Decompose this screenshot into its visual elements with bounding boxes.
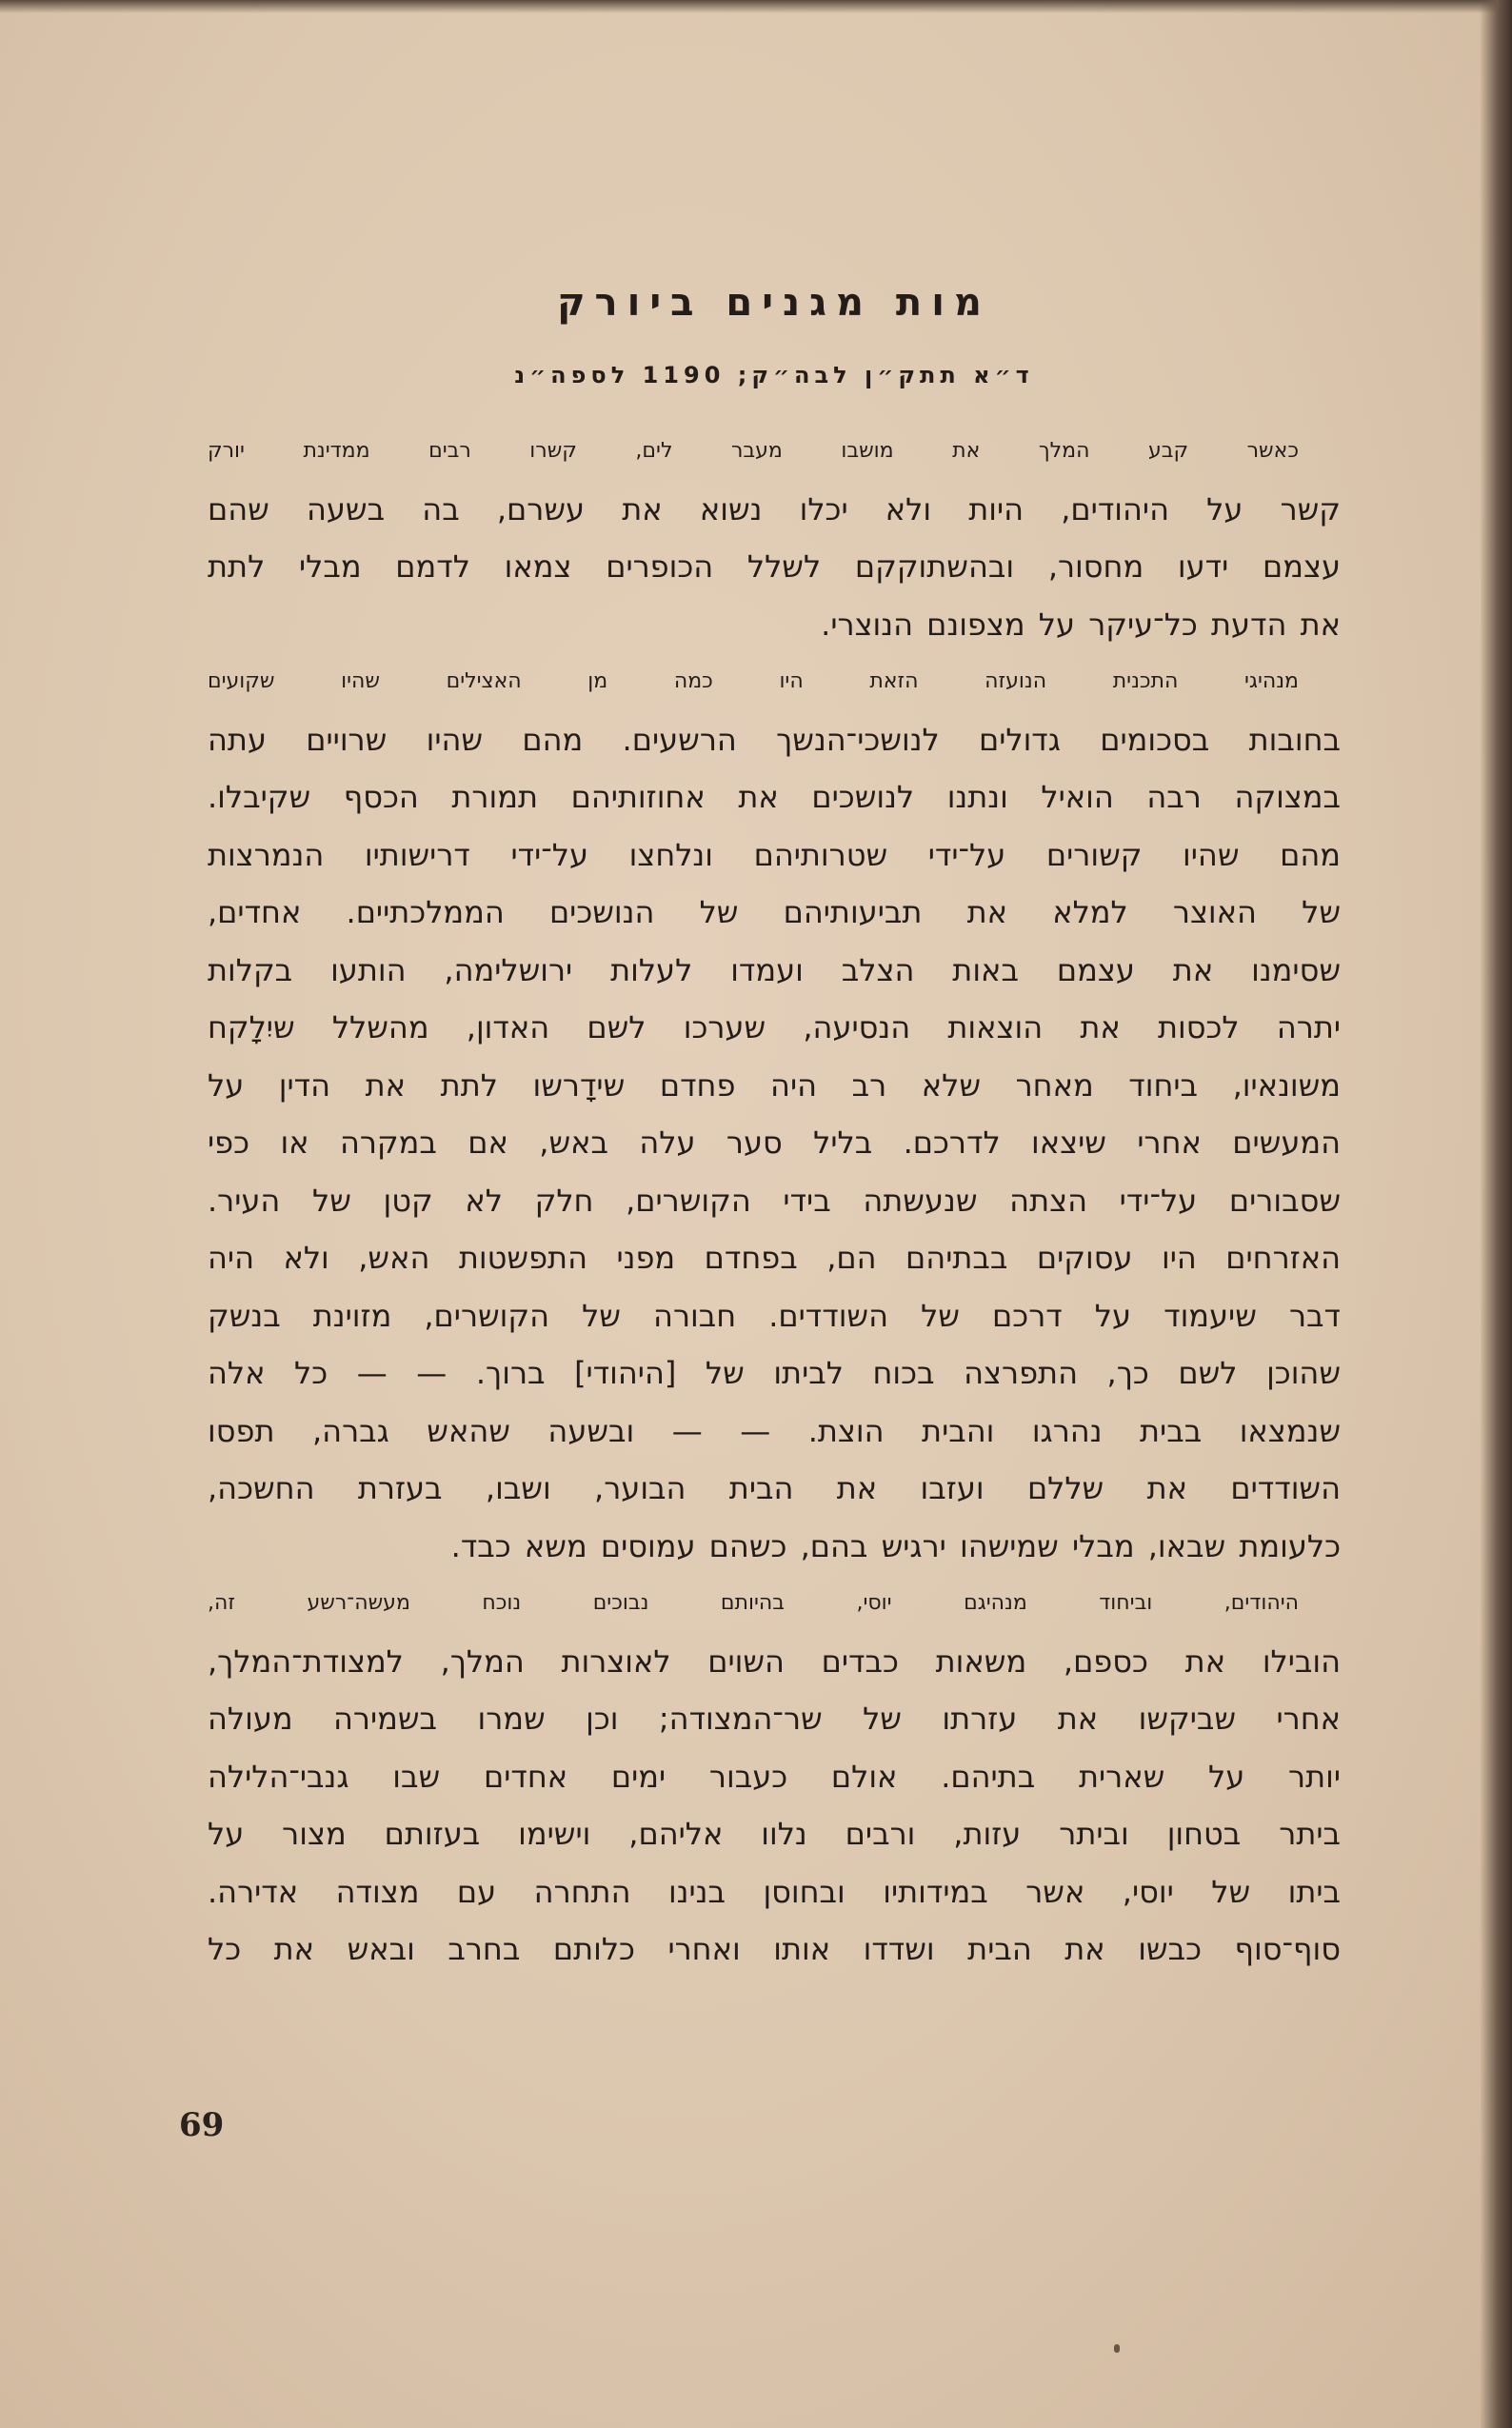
text-line: שסימנו את עצמם באות הצלב ועמדו לעלות ירושלימה, הותעו בקלות [208, 951, 1341, 988]
text-line: בחובות בסכומים גדולים לנושכי־הנשך הרשעים. מהם שהיו שרויים עתה [208, 721, 1341, 758]
text-line: שנמצאו בבית נהרגו והבית הוצת. — — ובשעה שהאש גברה, תפסו [208, 1412, 1341, 1449]
chapter-title: מות מגנים ביורק [557, 281, 991, 325]
paragraph-1 [208, 423, 1341, 653]
text-line: עצמם ידעו מחסור, ובהשתוקקם לשלל הכופרים צמאו לדמם מבלי לתת [208, 548, 1341, 585]
chapter-date: ד״א תתק״ן לבה״ק; 1190 לספה״נ [514, 362, 1034, 388]
text-line: כלעומת שבאו, מבלי שמישהו ירגיש בהם, כשהם עמוסים משא כבד. [450, 1527, 1341, 1564]
paragraph-3 [208, 1575, 1341, 1979]
paragraph-2 [208, 653, 1341, 1575]
page-number: 69 [179, 2106, 225, 2144]
page-top-shadow [0, 0, 1512, 13]
text-line: היהודים, וביחוד מנהיגם יוסי, בהיותם נבוכים נוכח מעשה־רשע זה, [208, 1591, 1299, 1615]
text-line: כאשר קבע המלך את מושבו מעבר לים, קשרו רבים ממדינת יורק [208, 439, 1299, 463]
page-text-block [208, 276, 1341, 1979]
text-line: משונאיו, ביחוד מאחר שלא רב היה פחדם שידָרשו לתת את הדין על [208, 1066, 1341, 1104]
book-binding-edge [1480, 0, 1512, 2428]
text-line: שסבורים על־ידי הצתה שנעשתה בידי הקושרים, חלק לא קטן של העיר. [208, 1182, 1341, 1219]
text-line: ביתר בטחון וביתר עזות, ורבים נלוו אליהם, וישימו בעזותם מצור על [208, 1816, 1341, 1852]
text-line: במצוקה רבה הואיל ונתנו לנושכים את אחוזותיהם תמורת הכסף שקיבלו. [208, 779, 1341, 815]
text-line: סוף־סוף כבשו את הבית ושדדו אותו ואחרי כלותם בחרב ובאש את כל [208, 1931, 1341, 1967]
text-line: של האוצר למלא את תביעותיהם של הנושכים הממלכתיים. אחדים, [208, 894, 1341, 930]
text-line: השודדים את שללם ועזבו את הבית הבוער, ושבו, בעזרת החשכה, [208, 1470, 1341, 1506]
text-line: יתרה לכסות את הוצאות הנסיעה, שערכו לשם האדון, מהשלל שיִלָקח [208, 1009, 1341, 1045]
text-line: האזרחים היו עסוקים בבתיהם הם, בפחדם מפני התפשטות האש, ולא היה [208, 1240, 1341, 1276]
text-line: שהוכן לשם כך, התפרצה בכוח לביתו של [היהודי] ברוך. — — כל אלה [208, 1355, 1341, 1391]
text-line: קשר על היהודים, היות ולא יכלו נשוא את עשרם, בה בשעה שהם [208, 490, 1341, 527]
text-line: הובילו את כספם, משאות כבדים השוים לאוצרות המלך, למצודת־המלך, [208, 1642, 1341, 1680]
text-line: יותר על שארית בתיהם. אולם כעבור ימים אחדים שבו גנבי־הלילה [208, 1758, 1341, 1795]
paper-speck [1114, 2344, 1120, 2353]
text-line: ביתו של יוסי, אשר במידותיו ובחוסן בנינו התחרה עם מצודה אדירה. [208, 1873, 1341, 1910]
text-line: המעשים אחרי שיצאו לדרכם. בליל סער עלה באש, אם במקרה או כפי [208, 1124, 1341, 1161]
text-line: מנהיגי התכנית הנועזה הזאת היו כמה מן האצילים שהיו שקועים [208, 669, 1299, 693]
text-line: מהם שהיו קשורים על־ידי שטרותיהם ונלחצו על־ידי דרישותיו הנמרצות [208, 836, 1341, 873]
text-line: את הדעת כל־עיקר על מצפונם הנוצרי. [821, 606, 1341, 643]
text-line: דבר שיעמוד על דרכם של השודדים. חבורה של הקושרים, מזוינת בנשק [208, 1297, 1341, 1334]
text-line: אחרי שביקשו את עזרתו של שר־המצודה; וכן שמרו בשמירה מעולה [208, 1701, 1341, 1737]
